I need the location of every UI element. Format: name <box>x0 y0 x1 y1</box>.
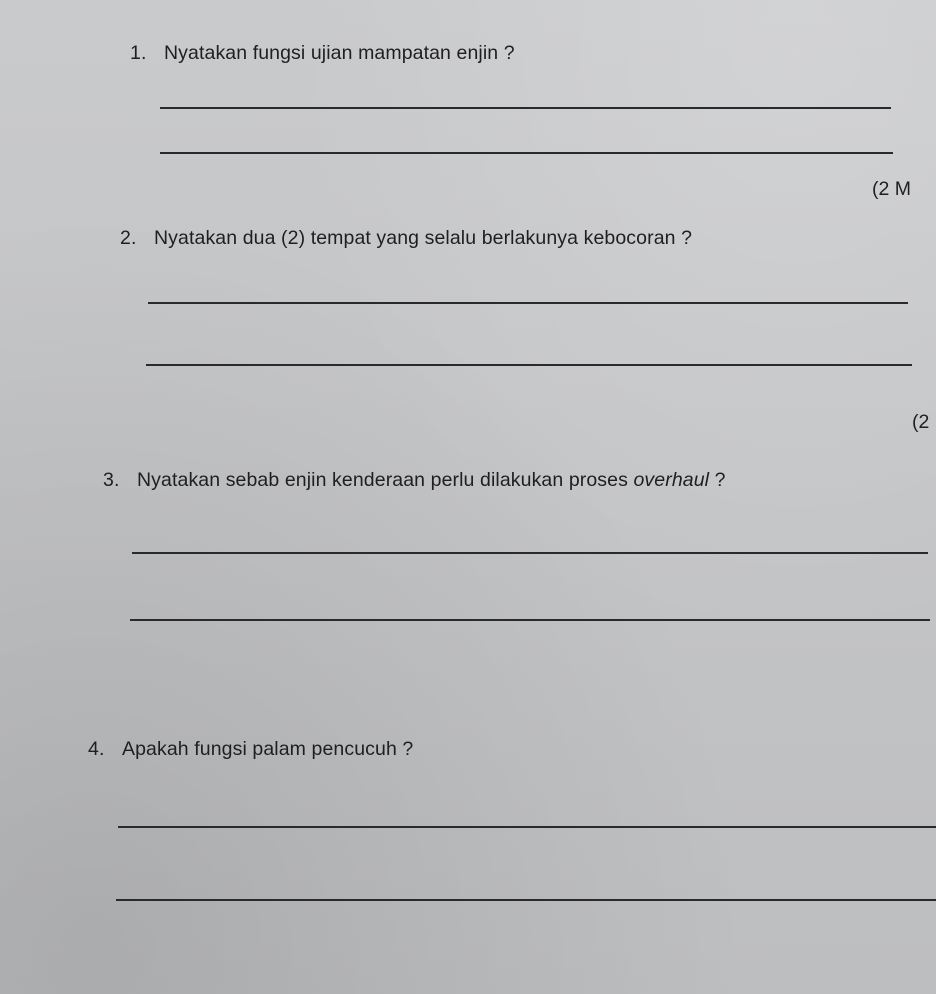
question-text-part: Nyatakan sebab enjin kenderaan perlu dilakukan proses <box>137 469 634 491</box>
question-number: 2. <box>120 227 137 249</box>
question-4 <box>88 737 413 761</box>
marks-label: (2 M <box>872 178 911 200</box>
answer-line[interactable] <box>160 152 893 154</box>
question-text: Nyatakan fungsi ujian mampatan enjin ? <box>164 42 515 64</box>
answer-line[interactable] <box>132 552 928 554</box>
answer-line[interactable] <box>118 826 936 828</box>
answer-line[interactable] <box>116 899 936 901</box>
question-1 <box>130 41 515 65</box>
marks-label: (2 <box>912 411 930 433</box>
question-number: 3. <box>103 469 120 491</box>
question-3 <box>103 468 726 492</box>
question-number: 1. <box>130 42 147 64</box>
answer-line[interactable] <box>160 107 891 109</box>
answer-line[interactable] <box>148 302 908 304</box>
question-number: 4. <box>88 738 105 760</box>
answer-line[interactable] <box>130 619 930 621</box>
question-text-italic: overhaul <box>633 469 710 491</box>
question-text <box>137 469 726 491</box>
question-2 <box>120 226 692 250</box>
answer-line[interactable] <box>146 364 912 366</box>
question-text-part: ? <box>709 469 726 491</box>
question-text: Nyatakan dua (2) tempat yang selalu berlakunya kebocoran ? <box>154 227 693 249</box>
question-text: Apakah fungsi palam pencucuh ? <box>122 738 414 760</box>
